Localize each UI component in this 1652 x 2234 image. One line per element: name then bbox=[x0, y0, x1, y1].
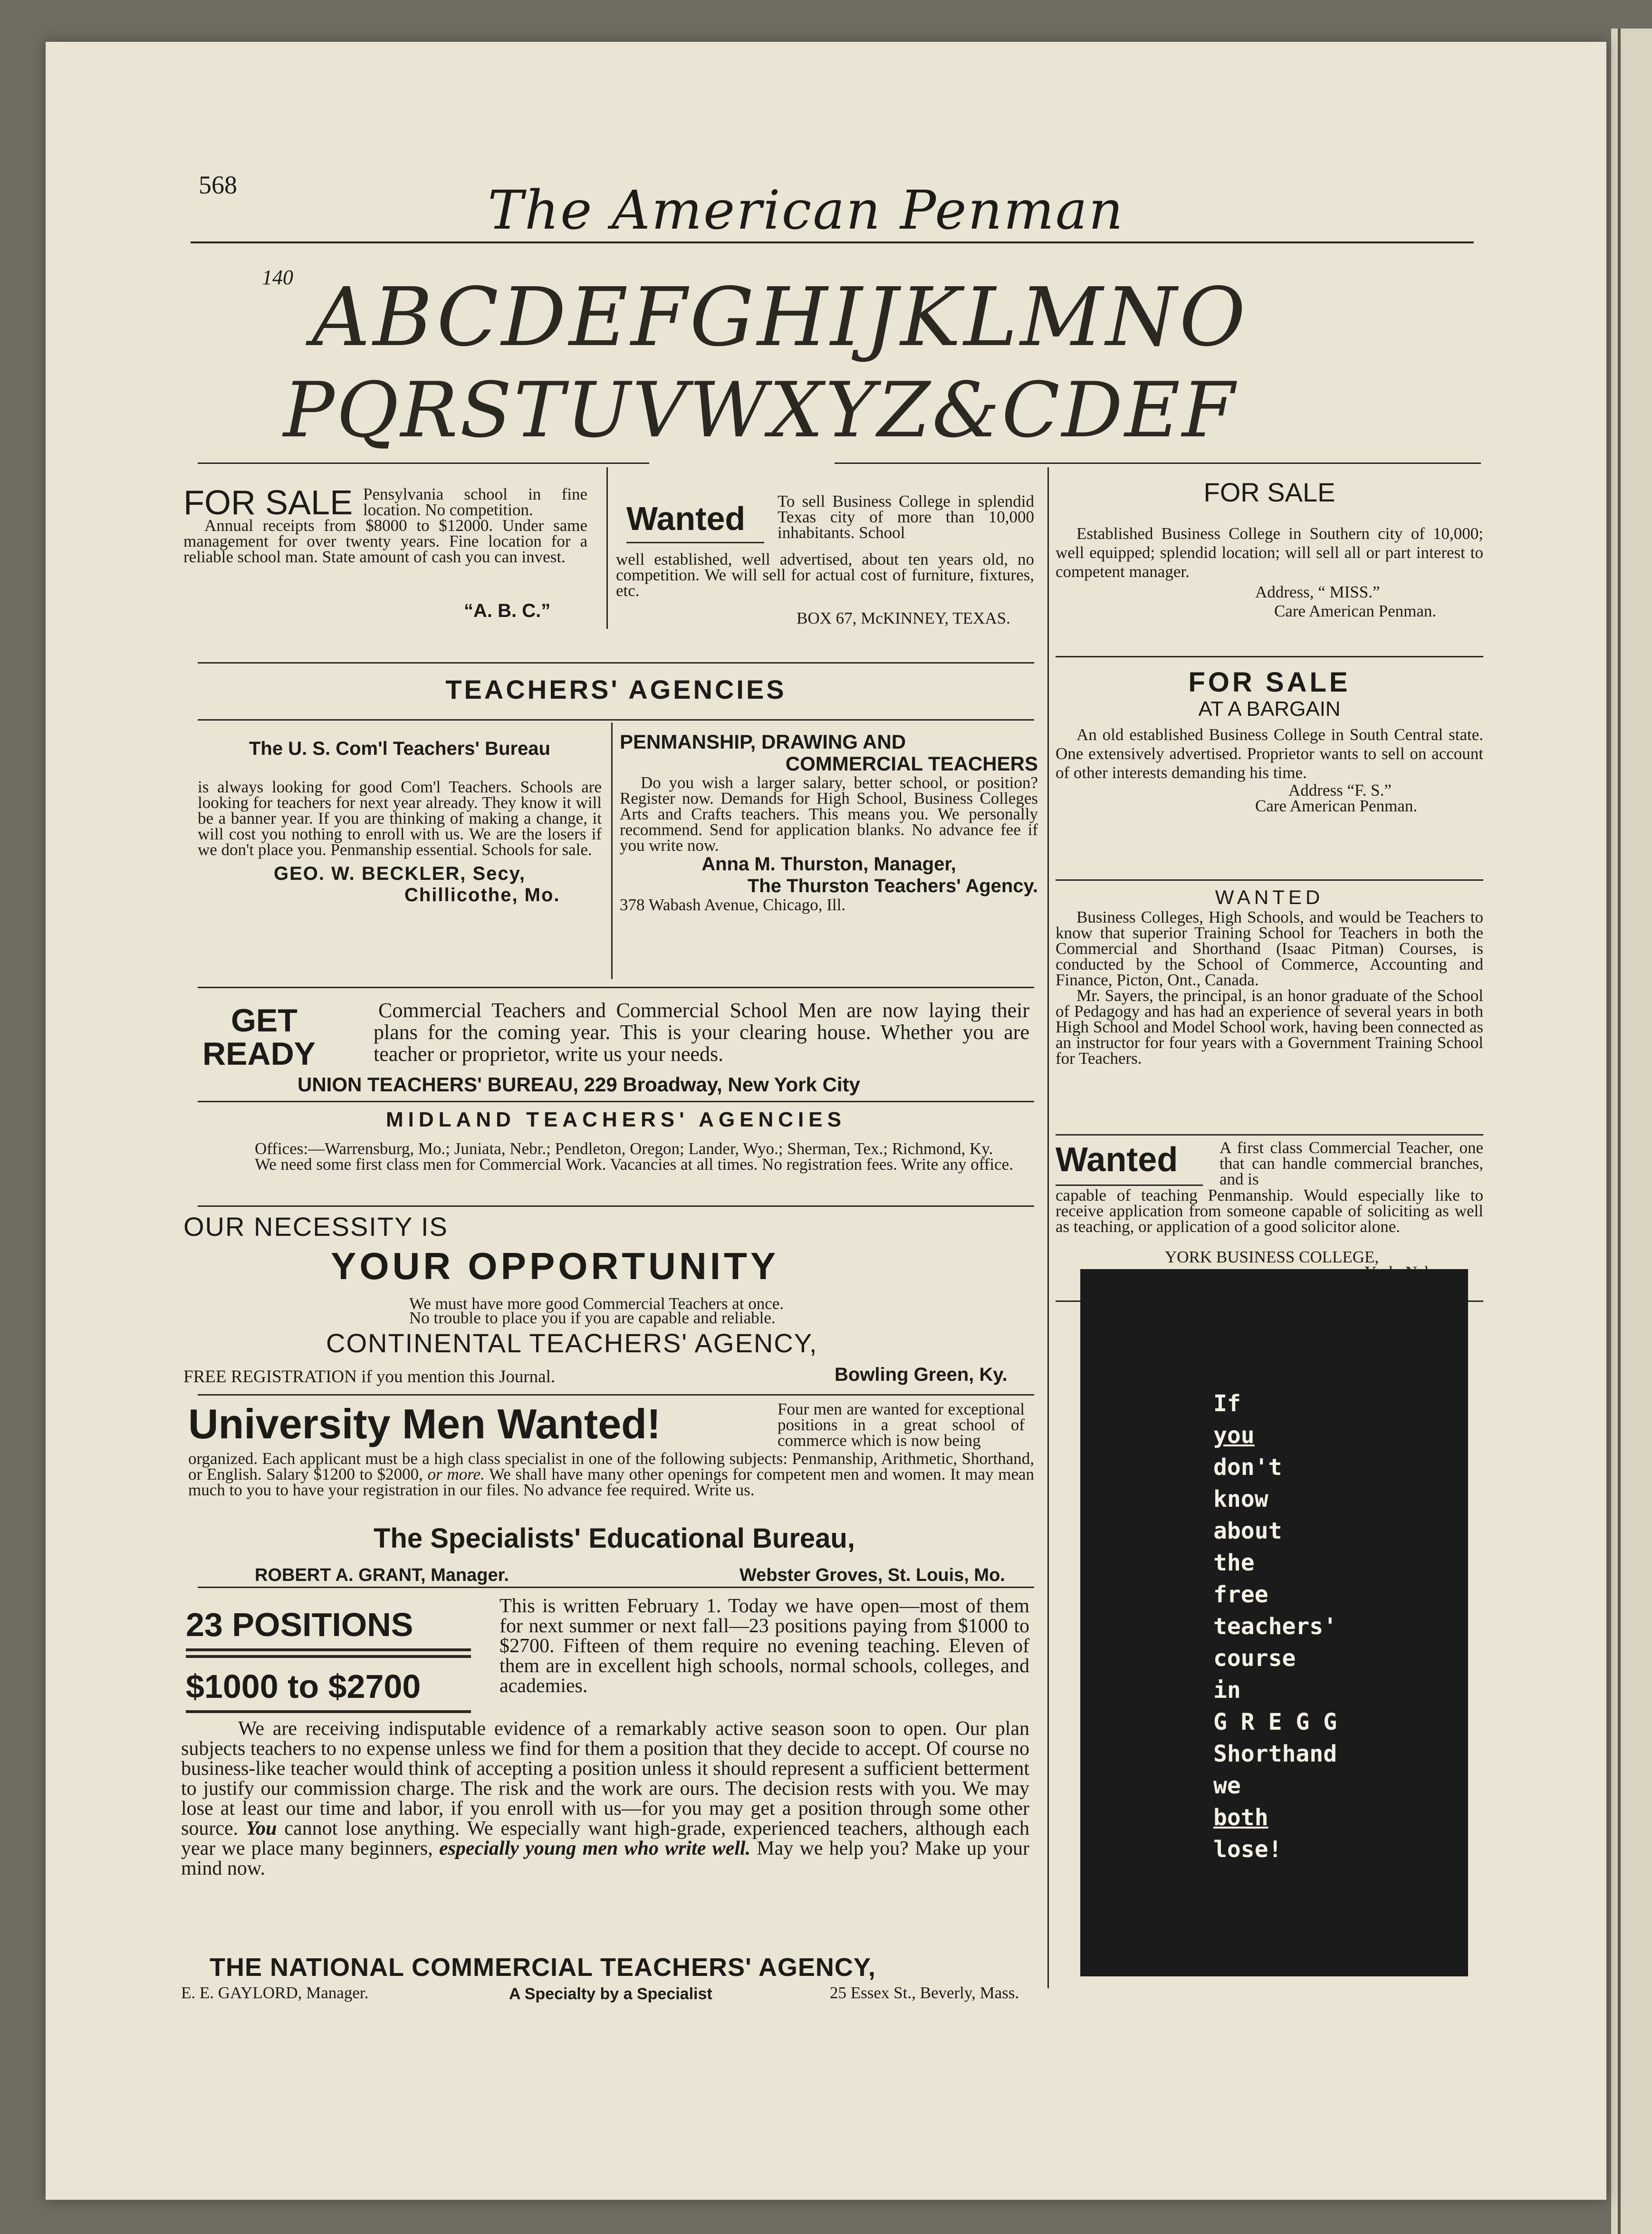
gregg-line: lose! bbox=[1213, 1836, 1282, 1863]
ad-agency-name: The Thurston Teachers' Agency. bbox=[747, 876, 1038, 896]
rule bbox=[1056, 1134, 1483, 1136]
column-rule bbox=[1047, 467, 1049, 1988]
ad-body-2: No trouble to place you if you are capable and reliable. bbox=[409, 1309, 776, 1327]
ad-care: Care American Penman. bbox=[1255, 797, 1418, 815]
masthead-title: The American Penman bbox=[488, 180, 1124, 241]
column-rule bbox=[611, 722, 613, 979]
rule bbox=[186, 1655, 471, 1658]
ad-body: Commercial Teachers and Commercial School Men are now laying their plans for the coming year. This is your clearing house. Whether you are teacher or proprietor, write us your needs. bbox=[374, 999, 1029, 1066]
ad-body: An old established Business College in South Central state. One extensively advertised. Proprietor wants to sell on account of other interests demanding his time. bbox=[1056, 725, 1483, 782]
ad-address: 25 Essex St., Beverly, Mass. bbox=[830, 1984, 1019, 2002]
script-alphabet-row-2: PQRSTUVWXYZ&CDEF bbox=[283, 366, 1237, 454]
ad-signature: “A. B. C.” bbox=[464, 600, 551, 621]
ad-title: FOR SALE bbox=[1188, 667, 1351, 698]
ad-manager: Anna M. Thurston, Manager, bbox=[701, 854, 956, 875]
ad-title: FOR SALE bbox=[1203, 477, 1335, 507]
alphabet-plate-number: 140 bbox=[262, 266, 293, 289]
ad-title-line-1: GET bbox=[231, 1002, 298, 1039]
ad-midland-teachers-agencies bbox=[198, 1107, 1034, 1172]
page-number: 568 bbox=[199, 171, 237, 199]
ad-wanted-training-school bbox=[1056, 886, 1483, 1066]
ad-body-text: We are receiving indisputable evidence of a remarkably active season soon to open. Our plan subjects teachers to no expense unless we find for them a position that they decide to accept. Of course no business-like teacher would think of accepting a position unless it should represent a sufficient betterment to justify our commission charge. The risk and the work are ours. The decision rests with you. We may lose at least our time and labor, if you enroll with us—for you may get a position through some other source. bbox=[181, 1718, 1029, 1839]
ad-body-emphasis: or more. bbox=[427, 1465, 485, 1483]
ad-city: Chillicothe, Mo. bbox=[404, 885, 560, 905]
rule bbox=[835, 462, 1481, 464]
ad-city: Webster Groves, St. Louis, Mo. bbox=[740, 1565, 1005, 1585]
ad-subtitle: AT A BARGAIN bbox=[1198, 697, 1341, 721]
ad-body: Annual receipts from $8000 to $12000. Under same management for over twenty years. Fine location for a reliable school man. State amount of cash you can invest. bbox=[183, 516, 587, 566]
ad-title: Wanted bbox=[1056, 1141, 1178, 1179]
rule bbox=[198, 719, 1034, 721]
ad-title: The U. S. Com'l Teachers' Bureau bbox=[249, 738, 550, 759]
gregg-line: If bbox=[1213, 1390, 1241, 1417]
rule bbox=[198, 1394, 1034, 1396]
rule bbox=[186, 1710, 471, 1713]
gregg-line: teachers' bbox=[1213, 1613, 1337, 1640]
ad-title: FOR SALE bbox=[183, 484, 353, 522]
ad-signature: YORK BUSINESS COLLEGE, bbox=[1165, 1248, 1379, 1266]
gregg-line: course bbox=[1213, 1645, 1296, 1672]
ad-gregg-shorthand bbox=[1080, 1269, 1468, 1976]
gregg-text bbox=[1213, 1388, 1337, 1866]
ad-signature: GEO. W. BECKLER, Secy, bbox=[274, 863, 526, 884]
gregg-line: don't bbox=[1213, 1454, 1282, 1481]
ad-intro: To sell Business College in splendid Texas city of more than 10,000 inhabitants. School bbox=[778, 492, 1034, 542]
rule bbox=[198, 1587, 1034, 1588]
ad-intro: Four men are wanted for exceptional positions in a great school of commerce which is now being bbox=[778, 1400, 1025, 1450]
ad-signature: UNION TEACHERS' BUREAU, 229 Broadway, New York City bbox=[298, 1073, 860, 1096]
column-rule bbox=[606, 467, 608, 629]
ad-body-text: organized. Each applicant must be a high class specialist in one of the following subjects: Penmanship, Arithmetic, Shorthand, or English. Salary $1200 to $2000, bbox=[188, 1449, 1034, 1483]
ad-body-text-3: May we help you? Make up your mind now. bbox=[181, 1838, 1030, 1879]
ad-body-emphasis-2: especially young men who write well. bbox=[439, 1838, 751, 1859]
ad-intro: This is written February 1. Today we have open—most of them for next summer or next fall—23 positions paying from $1000 to $2700. Fifteen of them require no evening teaching. Eleven of them are in excellent high schools, normal schools, colleges, and academies. bbox=[499, 1595, 1029, 1697]
ad-signature: BOX 67, McKINNEY, TEXAS. bbox=[797, 609, 1010, 627]
ad-body: is always looking for good Com'l Teachers. Schools are looking for teachers for next year already. They know it will be a banner year. If you are thinking of making a change, it will cost you nothing to enroll with us. We are the losers if we don't place you. Penmanship essential. Schools for sale. bbox=[198, 778, 602, 859]
ad-title: MIDLAND TEACHERS' AGENCIES bbox=[386, 1108, 846, 1131]
ad-care: Care American Penman. bbox=[1274, 602, 1437, 620]
ad-agency-name: CONTINENTAL TEACHERS' AGENCY, bbox=[326, 1328, 818, 1358]
ad-body: We need some first class men for Commercial Work. Vacancies at all times. No registration fees. Write any office. bbox=[255, 1155, 1013, 1174]
gregg-line: G R E G G bbox=[1213, 1709, 1337, 1735]
ad-manager: E. E. GAYLORD, Manager. bbox=[181, 1984, 369, 2002]
ad-body-text-2: We shall have many other openings for competent men and women. It may mean much to you to have your registration in our files. No advance fee required. Write us. bbox=[188, 1465, 1035, 1499]
ad-big-line-2: $1000 to $2700 bbox=[186, 1668, 421, 1705]
ad-line-2: YOUR OPPORTUNITY bbox=[331, 1245, 779, 1287]
ad-line-1: OUR NECESSITY IS bbox=[183, 1212, 448, 1242]
ad-offices: Offices:—Warrensburg, Mo.; Juniata, Nebr.; Pendleton, Oregon; Lander, Wyo.; Sherman, Tex.; Richmond, Ky. bbox=[255, 1139, 993, 1158]
ad-city: Bowling Green, Ky. bbox=[835, 1364, 1008, 1385]
ad-title-line-2: READY bbox=[202, 1036, 316, 1072]
gregg-line: Shorthand bbox=[1213, 1741, 1337, 1767]
rule bbox=[198, 1101, 1034, 1102]
rule bbox=[1056, 656, 1483, 657]
ad-body-1: Business Colleges, High Schools, and would be Teachers to know that superior Training School for Teachers in both the Commercial and Shorthand (Isaac Pitman) Courses, is conducted by the School of Commerce, Accounting and Finance, Picton, Ont., Canada. bbox=[1056, 908, 1483, 989]
ad-specialty: A Specialty by a Specialist bbox=[509, 1985, 712, 2003]
ad-bureau-name: The Specialists' Educational Bureau, bbox=[374, 1523, 855, 1554]
gregg-line: in bbox=[1213, 1677, 1241, 1704]
ad-us-coml-teachers-bureau bbox=[198, 738, 602, 906]
gregg-line: we bbox=[1213, 1772, 1241, 1799]
ad-body bbox=[181, 1719, 1029, 1878]
ad-for-sale-bargain bbox=[1056, 660, 1483, 814]
ad-title: WANTED bbox=[1215, 886, 1324, 908]
ad-title-line-2: COMMERCIAL TEACHERS bbox=[785, 752, 1038, 775]
gregg-line: you bbox=[1213, 1422, 1255, 1449]
ad-body-text-2: cannot lose anything. We especially want high-grade, experienced teachers, although each year we place many beginners, bbox=[181, 1818, 1029, 1859]
rule bbox=[198, 662, 1034, 664]
ad-thurston-teachers-agency bbox=[620, 731, 1038, 913]
ad-body-emphasis: You bbox=[246, 1818, 277, 1839]
ad-big-line-1: 23 POSITIONS bbox=[186, 1606, 413, 1643]
gregg-line: both bbox=[1213, 1804, 1268, 1831]
ad-body: well established, well advertised, about ten years old, no competition. We will sell for actual cost of furniture, fixtures, etc. bbox=[616, 550, 1034, 600]
teachers-agencies-heading: TEACHERS' AGENCIES bbox=[445, 674, 787, 704]
gregg-line: free bbox=[1213, 1581, 1268, 1608]
ad-agency-name: THE NATIONAL COMMERCIAL TEACHERS' AGENCY, bbox=[210, 1953, 876, 1982]
book-spine bbox=[1611, 29, 1652, 2234]
ad-title: Wanted bbox=[626, 500, 746, 537]
ad-body-2: Mr. Sayers, the principal, is an honor graduate of the School of Pedagogy and has had an experience of several years in both High School and Model School work, having been connected as an instructor for four years with a Government Training School for Teachers. bbox=[1056, 986, 1483, 1068]
ad-title-line-1: PENMANSHIP, DRAWING AND bbox=[620, 731, 906, 753]
ad-body-1: We must have more good Commercial Teachers at once. bbox=[409, 1294, 784, 1313]
gregg-line: know bbox=[1213, 1486, 1268, 1512]
gregg-line: the bbox=[1213, 1550, 1255, 1576]
magazine-page bbox=[46, 42, 1606, 2200]
ad-body bbox=[188, 1451, 1034, 1498]
ad-intro: Pensylvania school in fine location. No competition. bbox=[363, 485, 587, 519]
ad-address: Address, “ MISS.” bbox=[1255, 583, 1380, 601]
rule bbox=[198, 462, 649, 464]
ad-address: Address “F. S.” bbox=[1288, 781, 1392, 799]
gregg-line: about bbox=[1213, 1518, 1282, 1544]
rule bbox=[626, 542, 764, 543]
ad-intro: A first class Commercial Teacher, one that can handle commercial branches, and is bbox=[1220, 1138, 1483, 1188]
rule bbox=[198, 987, 1034, 988]
rule bbox=[186, 1648, 471, 1651]
masthead-rule bbox=[191, 241, 1474, 243]
ad-body: Established Business College in Southern city of 10,000; well equipped; splendid location; will sell all or part interest to competent manager. bbox=[1056, 524, 1483, 581]
ad-manager: ROBERT A. GRANT, Manager. bbox=[255, 1565, 509, 1585]
rule bbox=[198, 1205, 1034, 1207]
ad-address: 378 Wabash Avenue, Chicago, Ill. bbox=[620, 896, 846, 914]
ad-free-registration: FREE REGISTRATION if you mention this Journal. bbox=[183, 1367, 556, 1387]
ad-title: University Men Wanted! bbox=[188, 1400, 661, 1447]
script-alphabet-row-1: ABCDEFGHIJKLMNO bbox=[312, 270, 1249, 365]
ad-body: capable of teaching Penmanship. Would especially like to receive application from someone capable of soliciting as well as teaching, or application of a good solicitor alone. bbox=[1056, 1186, 1483, 1236]
rule bbox=[1056, 879, 1483, 881]
ad-body: Do you wish a larger salary, better school, or position? Register now. Demands for High School, Business Colleges Arts and Crafts teachers. This means you. We personally recommend. Send for application blanks. No advance fee if you write now. bbox=[620, 773, 1038, 855]
